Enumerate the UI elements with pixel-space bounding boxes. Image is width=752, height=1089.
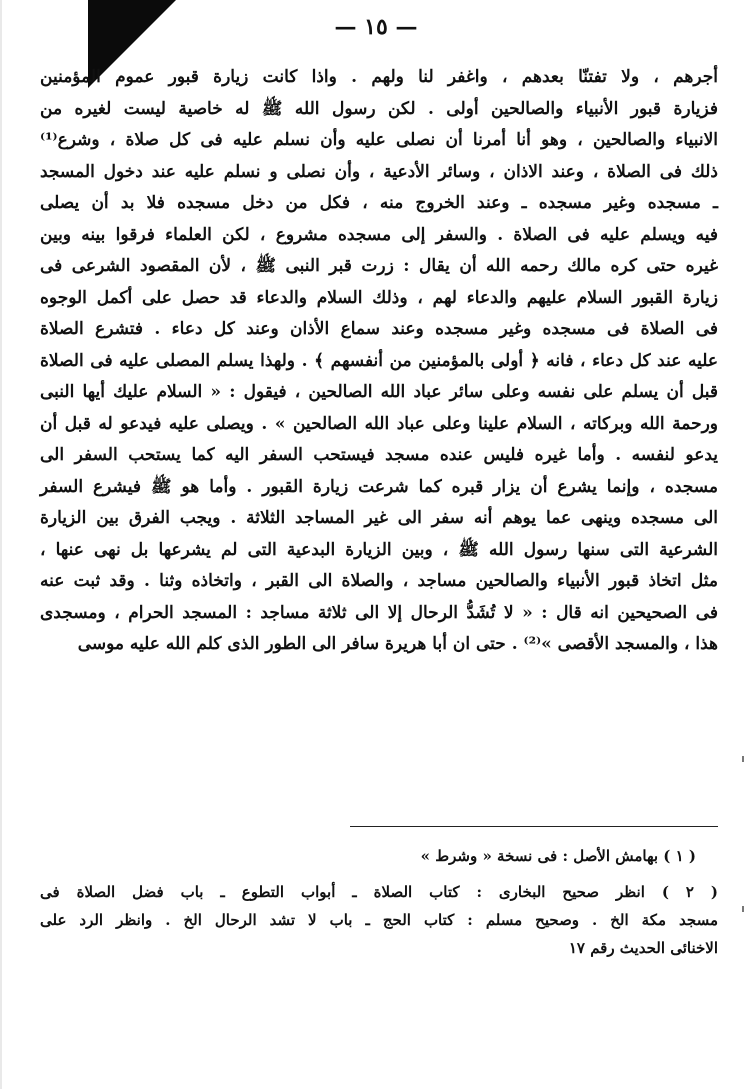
text-line: ذلك فى الصلاة ، وعند الاذان ، وسائر الأدعية ، وأن نصلى و نسلم عليه عند دخول المسجد [40,161,718,182]
text-line: الشرعية التى سنها رسول الله ﷺ ، وبين الزيارة البدعية التى لم يشرعها بل نهى عنها ، [40,539,718,560]
text-line: يدعو لنفسه . وأما غيره فليس عنده مسجد فيستحب السفر اليه كما يستحب السفر الى [40,445,718,465]
main-text [40,62,718,661]
footnote-line: مسجد مكة الخ . وصحيح مسلم : كتاب الحج ـ باب لا تشد الرحال الخ . وانظر الرد على [40,911,718,929]
scan-edge [0,0,2,1089]
text-line: ورحمة الله وبركاته ، السلام علينا وعلى عباد الله الصالحين » . ويصلى عليه فيدعو له قبل أن [40,413,718,434]
text-line: عليه عند كل دعاء ، فانه ﴿ أولى بالمؤمنين من أنفسهم ﴾ . ولهذا يسلم المصلى عليه فى الصلاة [40,350,718,371]
text-line: فيه ويسلم عليه فى الصلاة . والسفر إلى مسجده مشروع ، لكن العلماء فرقوا بينه وبين [40,224,718,245]
text-line: غيره حتى كره مالك رحمه الله أن يقال : زرت قبر النبى ﷺ ، لأن المقصود الشرعى فى [40,256,718,276]
page-number: — ١٥ — [334,14,418,40]
text-line: هذا ، والمسجد الأقصى »⁽²⁾ . حتى ان أبا هريرة سافر الى الطور الذى كلم الله عليه موسى [77,634,718,654]
text-line: قبل أن يسلم على نفسه وعلى سائر عباد الله الصالحين ، فيقول : « السلام عليك أيها النبى [40,382,718,402]
text-line: فى الصلاة فى مسجده وغير مسجده وعند سماع الأذان وعند كل دعاء . فتشرع الصلاة [40,319,718,339]
footnote-1: ( ١ ) بهامش الأصل : فى نسخة « وشرط » [420,847,696,865]
footnote-line: ( ٢ ) انظر صحيح البخارى : كتاب الصلاة ـ أبواب التطوع ـ باب فضل الصلاة فى [40,883,718,901]
text-line: الانبياء والصالحين ، وهو أنا أمرنا أن نصلى عليه وأن نسلم عليه فى كل صلاة ، وشرع⁽¹⁾ [40,130,718,150]
text-line: ـ مسجده وغير مسجده ـ وعند الخروج منه ، فكل من دخل مسجده فلا بد أن يصلى [40,193,718,213]
footnote-2 [40,878,718,962]
text-line: الى مسجده وينهى عما يوهم أنه سفر الى غير المساجد الثلاثة . ويجب الفرق بين الزيارة [40,508,718,528]
scan-speck [742,906,744,912]
text-line: زيارة القبور السلام عليهم والدعاء لهم ، وذلك السلام والدعاء قد حصل على أكمل الوجوه [40,287,718,308]
footnotes [40,842,718,962]
text-line: مسجده ، وإنما يشرع أن يزار قبره كما شرعت زيارة القبور . وأما هو ﷺ فيشرع السفر [40,476,718,497]
footnote-line: الاخنائى الحديث رقم ١٧ [568,939,718,957]
text-line: فزيارة قبور الأنبياء والصالحين أولى . لكن رسول الله ﷺ له خاصية ليست لغيره من [40,98,718,119]
text-line: مثل اتخاذ قبور الأنبياء والصالحين مساجد ، والصلاة الى القبر ، واتخاذه وثنا . وقد ثبت عنه [40,571,718,591]
text-line: فى الصحيحين انه قال : « لا تُشَدُّ الرحال إلا الى ثلاثة مساجد : المسجد الحرام ، ومسجدى [40,602,718,623]
text-line: أجرهم ، ولا تفتنّا بعدهم ، واغفر لنا ولهم . واذا كانت زيارة قبور عموم المؤمنين [40,67,718,87]
footnote-separator [350,826,718,827]
scan-speck [742,756,744,762]
